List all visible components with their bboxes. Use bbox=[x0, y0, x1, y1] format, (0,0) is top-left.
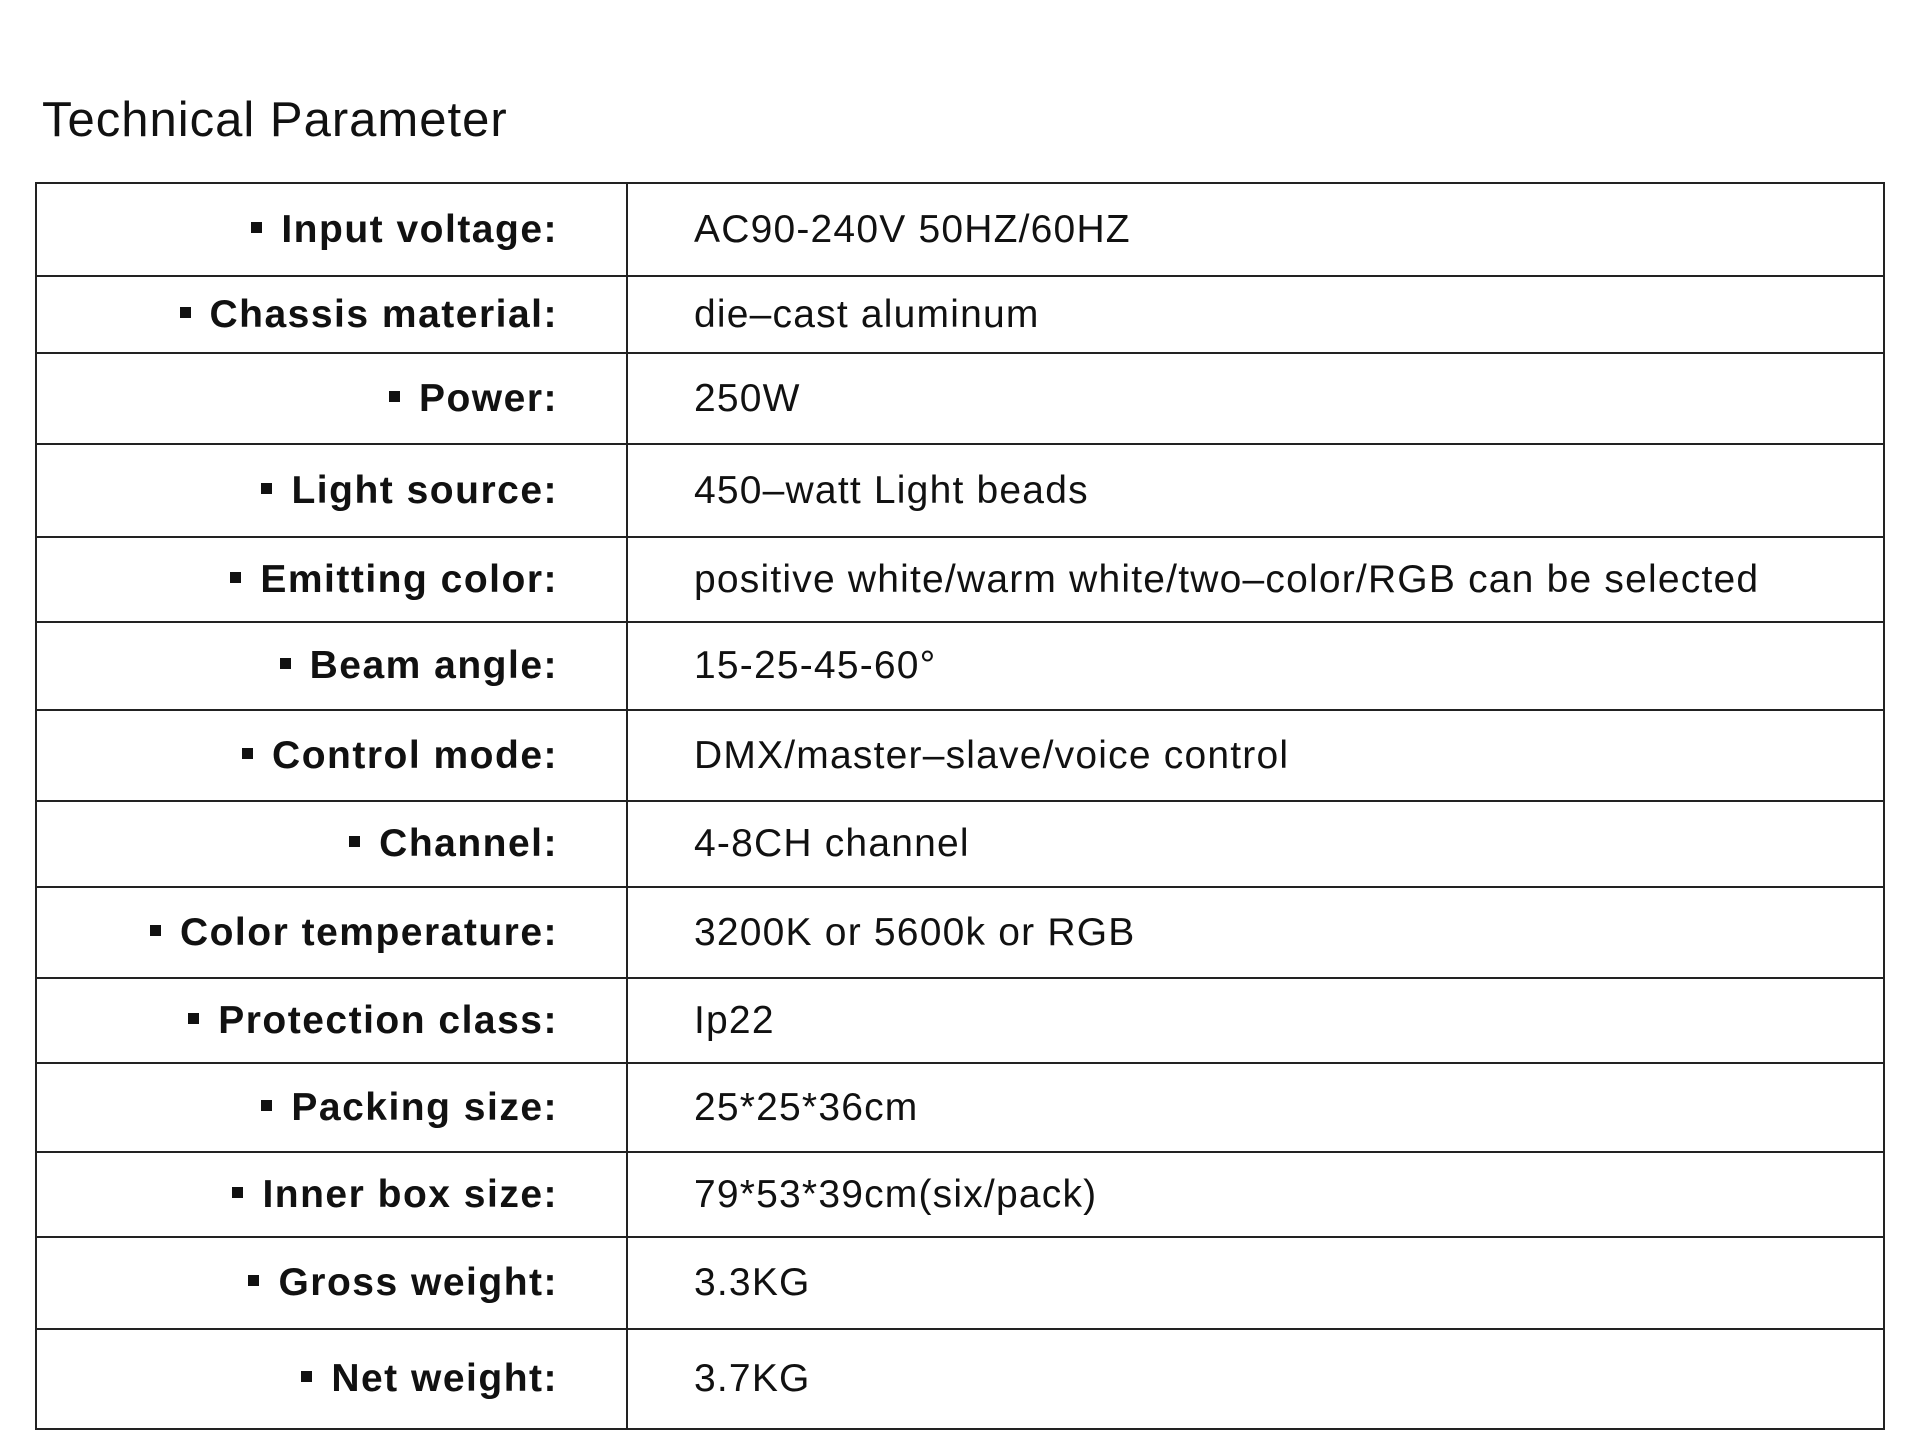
param-value: 4-8CH channel bbox=[694, 822, 970, 865]
square-bullet-icon bbox=[349, 836, 360, 847]
square-bullet-icon bbox=[232, 1187, 243, 1198]
square-bullet-icon bbox=[150, 925, 161, 936]
square-bullet-icon bbox=[230, 572, 241, 583]
square-bullet-icon bbox=[261, 1100, 272, 1111]
param-value: 3.7KG bbox=[694, 1357, 811, 1400]
square-bullet-icon bbox=[301, 1371, 312, 1382]
param-value-cell bbox=[627, 353, 1884, 444]
param-label-cell bbox=[36, 444, 627, 537]
param-label-cell bbox=[36, 801, 627, 887]
param-value: 250W bbox=[694, 376, 801, 420]
param-label-cell bbox=[36, 622, 627, 710]
param-value-cell bbox=[627, 537, 1884, 622]
square-bullet-icon bbox=[261, 483, 272, 494]
param-label: Packing size: bbox=[291, 1085, 558, 1129]
square-bullet-icon bbox=[280, 658, 291, 669]
param-value-cell bbox=[627, 801, 1884, 887]
square-bullet-icon bbox=[180, 307, 191, 318]
param-value-cell bbox=[627, 622, 1884, 710]
param-value-cell bbox=[627, 887, 1884, 978]
square-bullet-icon bbox=[389, 391, 400, 402]
param-label: Beam angle: bbox=[309, 644, 558, 687]
param-value: 25*25*36cm bbox=[694, 1085, 919, 1129]
table-row bbox=[36, 978, 1884, 1063]
table-row bbox=[36, 353, 1884, 444]
param-value-cell bbox=[627, 1152, 1884, 1237]
param-value: 15-25-45-60° bbox=[694, 644, 937, 687]
param-label-cell bbox=[36, 183, 627, 276]
param-label: Chassis material: bbox=[209, 292, 558, 336]
param-value: AC90-240V 50HZ/60HZ bbox=[694, 207, 1131, 251]
table-row bbox=[36, 622, 1884, 710]
param-value: 3.3KG bbox=[694, 1261, 811, 1304]
param-value-cell bbox=[627, 1329, 1884, 1429]
param-label: Net weight: bbox=[331, 1357, 558, 1400]
param-value-cell bbox=[627, 276, 1884, 353]
param-label: Input voltage: bbox=[281, 207, 558, 251]
param-label-cell bbox=[36, 978, 627, 1063]
param-label-cell bbox=[36, 537, 627, 622]
param-label: Power: bbox=[418, 376, 558, 420]
table-row bbox=[36, 710, 1884, 801]
technical-parameter-table bbox=[35, 182, 1885, 1430]
param-label-cell bbox=[36, 710, 627, 801]
param-value: 3200K or 5600k or RGB bbox=[694, 910, 1136, 954]
param-label: Color temperature: bbox=[179, 910, 558, 954]
param-label: Channel: bbox=[379, 822, 558, 865]
param-value: die–cast aluminum bbox=[694, 292, 1040, 336]
param-value-cell bbox=[627, 978, 1884, 1063]
table-row bbox=[36, 444, 1884, 537]
page-title: Technical Parameter bbox=[42, 93, 508, 147]
param-label-cell bbox=[36, 353, 627, 444]
param-label-cell bbox=[36, 276, 627, 353]
param-value: Ip22 bbox=[694, 998, 775, 1042]
table-row bbox=[36, 183, 1884, 276]
table-row bbox=[36, 887, 1884, 978]
param-label-cell bbox=[36, 1329, 627, 1429]
param-label: Protection class: bbox=[218, 998, 558, 1042]
param-value-cell bbox=[627, 183, 1884, 276]
square-bullet-icon bbox=[242, 748, 253, 759]
param-value-cell bbox=[627, 444, 1884, 537]
param-value: 450–watt Light beads bbox=[694, 468, 1089, 512]
param-label-cell bbox=[36, 1063, 627, 1152]
table-row bbox=[36, 276, 1884, 353]
param-value: 79*53*39cm(six/pack) bbox=[694, 1172, 1098, 1216]
param-label-cell bbox=[36, 1237, 627, 1329]
param-label-cell bbox=[36, 1152, 627, 1237]
square-bullet-icon bbox=[188, 1013, 199, 1024]
param-value: positive white/warm white/two–color/RGB can be selected bbox=[694, 557, 1760, 601]
param-label: Emitting color: bbox=[260, 557, 558, 601]
param-label: Control mode: bbox=[272, 733, 558, 777]
square-bullet-icon bbox=[248, 1275, 259, 1286]
table-row bbox=[36, 1152, 1884, 1237]
table-row bbox=[36, 801, 1884, 887]
param-value-cell bbox=[627, 1063, 1884, 1152]
param-label-cell bbox=[36, 887, 627, 978]
param-label: Inner box size: bbox=[262, 1172, 558, 1216]
param-label: Gross weight: bbox=[278, 1261, 558, 1304]
table-row bbox=[36, 1237, 1884, 1329]
param-value: DMX/master–slave/voice control bbox=[694, 733, 1290, 777]
table-row bbox=[36, 537, 1884, 622]
param-value-cell bbox=[627, 1237, 1884, 1329]
table-row bbox=[36, 1063, 1884, 1152]
param-label: Light source: bbox=[291, 468, 558, 512]
square-bullet-icon bbox=[251, 222, 262, 233]
param-value-cell bbox=[627, 710, 1884, 801]
table-row bbox=[36, 1329, 1884, 1429]
